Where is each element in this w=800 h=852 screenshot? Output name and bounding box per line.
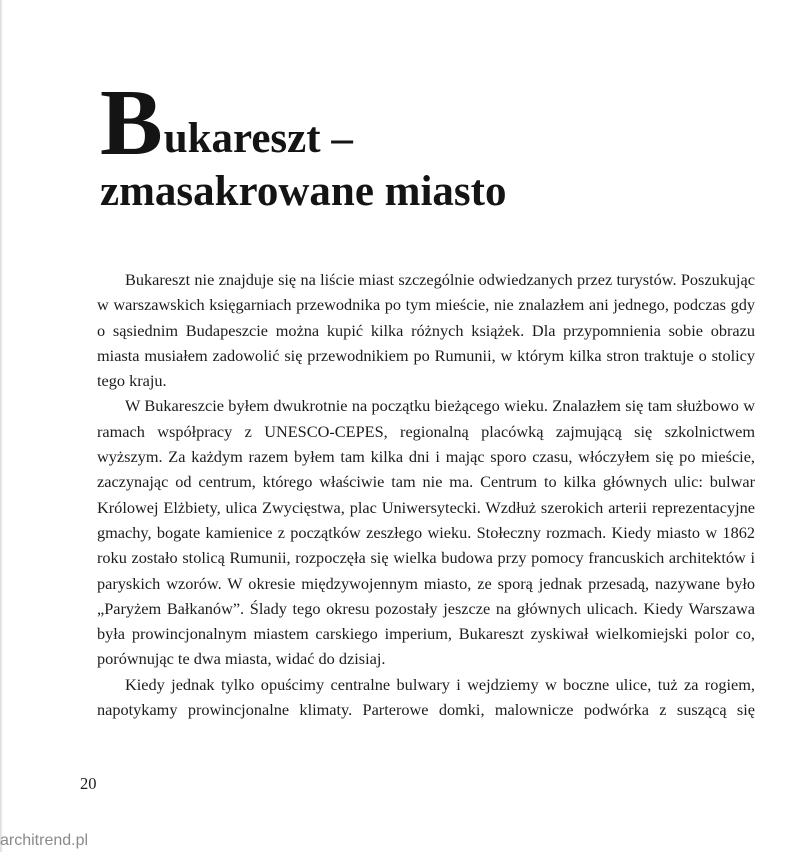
- drop-cap: B: [100, 70, 163, 175]
- paragraph-3: Kiedy jednak tylko opuścimy centralne bulwary i wejdziemy w boczne ulice, tuż za rogiem, napotykamy prowincjonalne klimaty. Parterowe domki, malownicze podwórka z suszącą się: [97, 674, 755, 720]
- paragraph-2: W Bukareszcie byłem dwukrotnie na początku bieżącego wieku. Znalazłem się tam służbowo w ramach współpracy z UNESCO-CEPES, regionalną placówką zajmującą się szkolnictwem wyższym. Za każdym razem byłem tam kilka dni i mając sporo czasu, włóczyłem się po mieście, zaczynając od centrum, którego właściwie tam nie ma. Centrum to kilka głównych ulic: bulwar Królowej Elżbiety, ulica Zwycięstwa, plac Uniwersytecki. Wzdłuż szerokich arterii reprezentacyjne gmachy, bogate kamienice z początków zeszłego wieku. Stołeczny rozmach. Kiedy miasto w 1862 roku zostało stolicą Rumunii, rozpoczęła się wielka budowa przy pomocy francuskich architektów i paryskich wzorów. W okresie międzywojennym miasto, ze sporą jednak przesadą, nazywane było „Paryżem Bałkanów”. Ślady tego okresu pozostały jeszcze na głównych ulicach. Kiedy Warszawa była prowincjonalnym miastem carskiego imperium, Bukareszt zyskiwał wielkomiejski polor co, porównując te dwa miasta, widać do dzisiaj.: [97, 396, 755, 669]
- body-text: [97, 267, 755, 722]
- chapter-subtitle: zmasakrowane miasto: [100, 168, 507, 215]
- chapter-title-rest: ukareszt –: [163, 115, 353, 162]
- chapter-title-line1: [100, 62, 506, 175]
- page-number: 20: [80, 774, 97, 793]
- watermark: architrend.pl: [0, 832, 89, 849]
- chapter-title: [100, 62, 506, 213]
- paragraph-1: Bukareszt nie znajduje się na liście miast szczególnie odwiedzanych przez turystów. Poszukując w warszawskich księgarniach przewodnika po tym mieście, nie znalazłem ani jednego, podczas gdy o sąsiednim Budapeszcie można kupić kilka różnych książek. Dla przypomnienia sobie obrazu miasta musiałem zadowolić się przewodnikiem po Rumunii, w którym kilka stron traktuje o stolicy tego kraju.: [97, 270, 755, 391]
- page-edge: [0, 0, 3, 852]
